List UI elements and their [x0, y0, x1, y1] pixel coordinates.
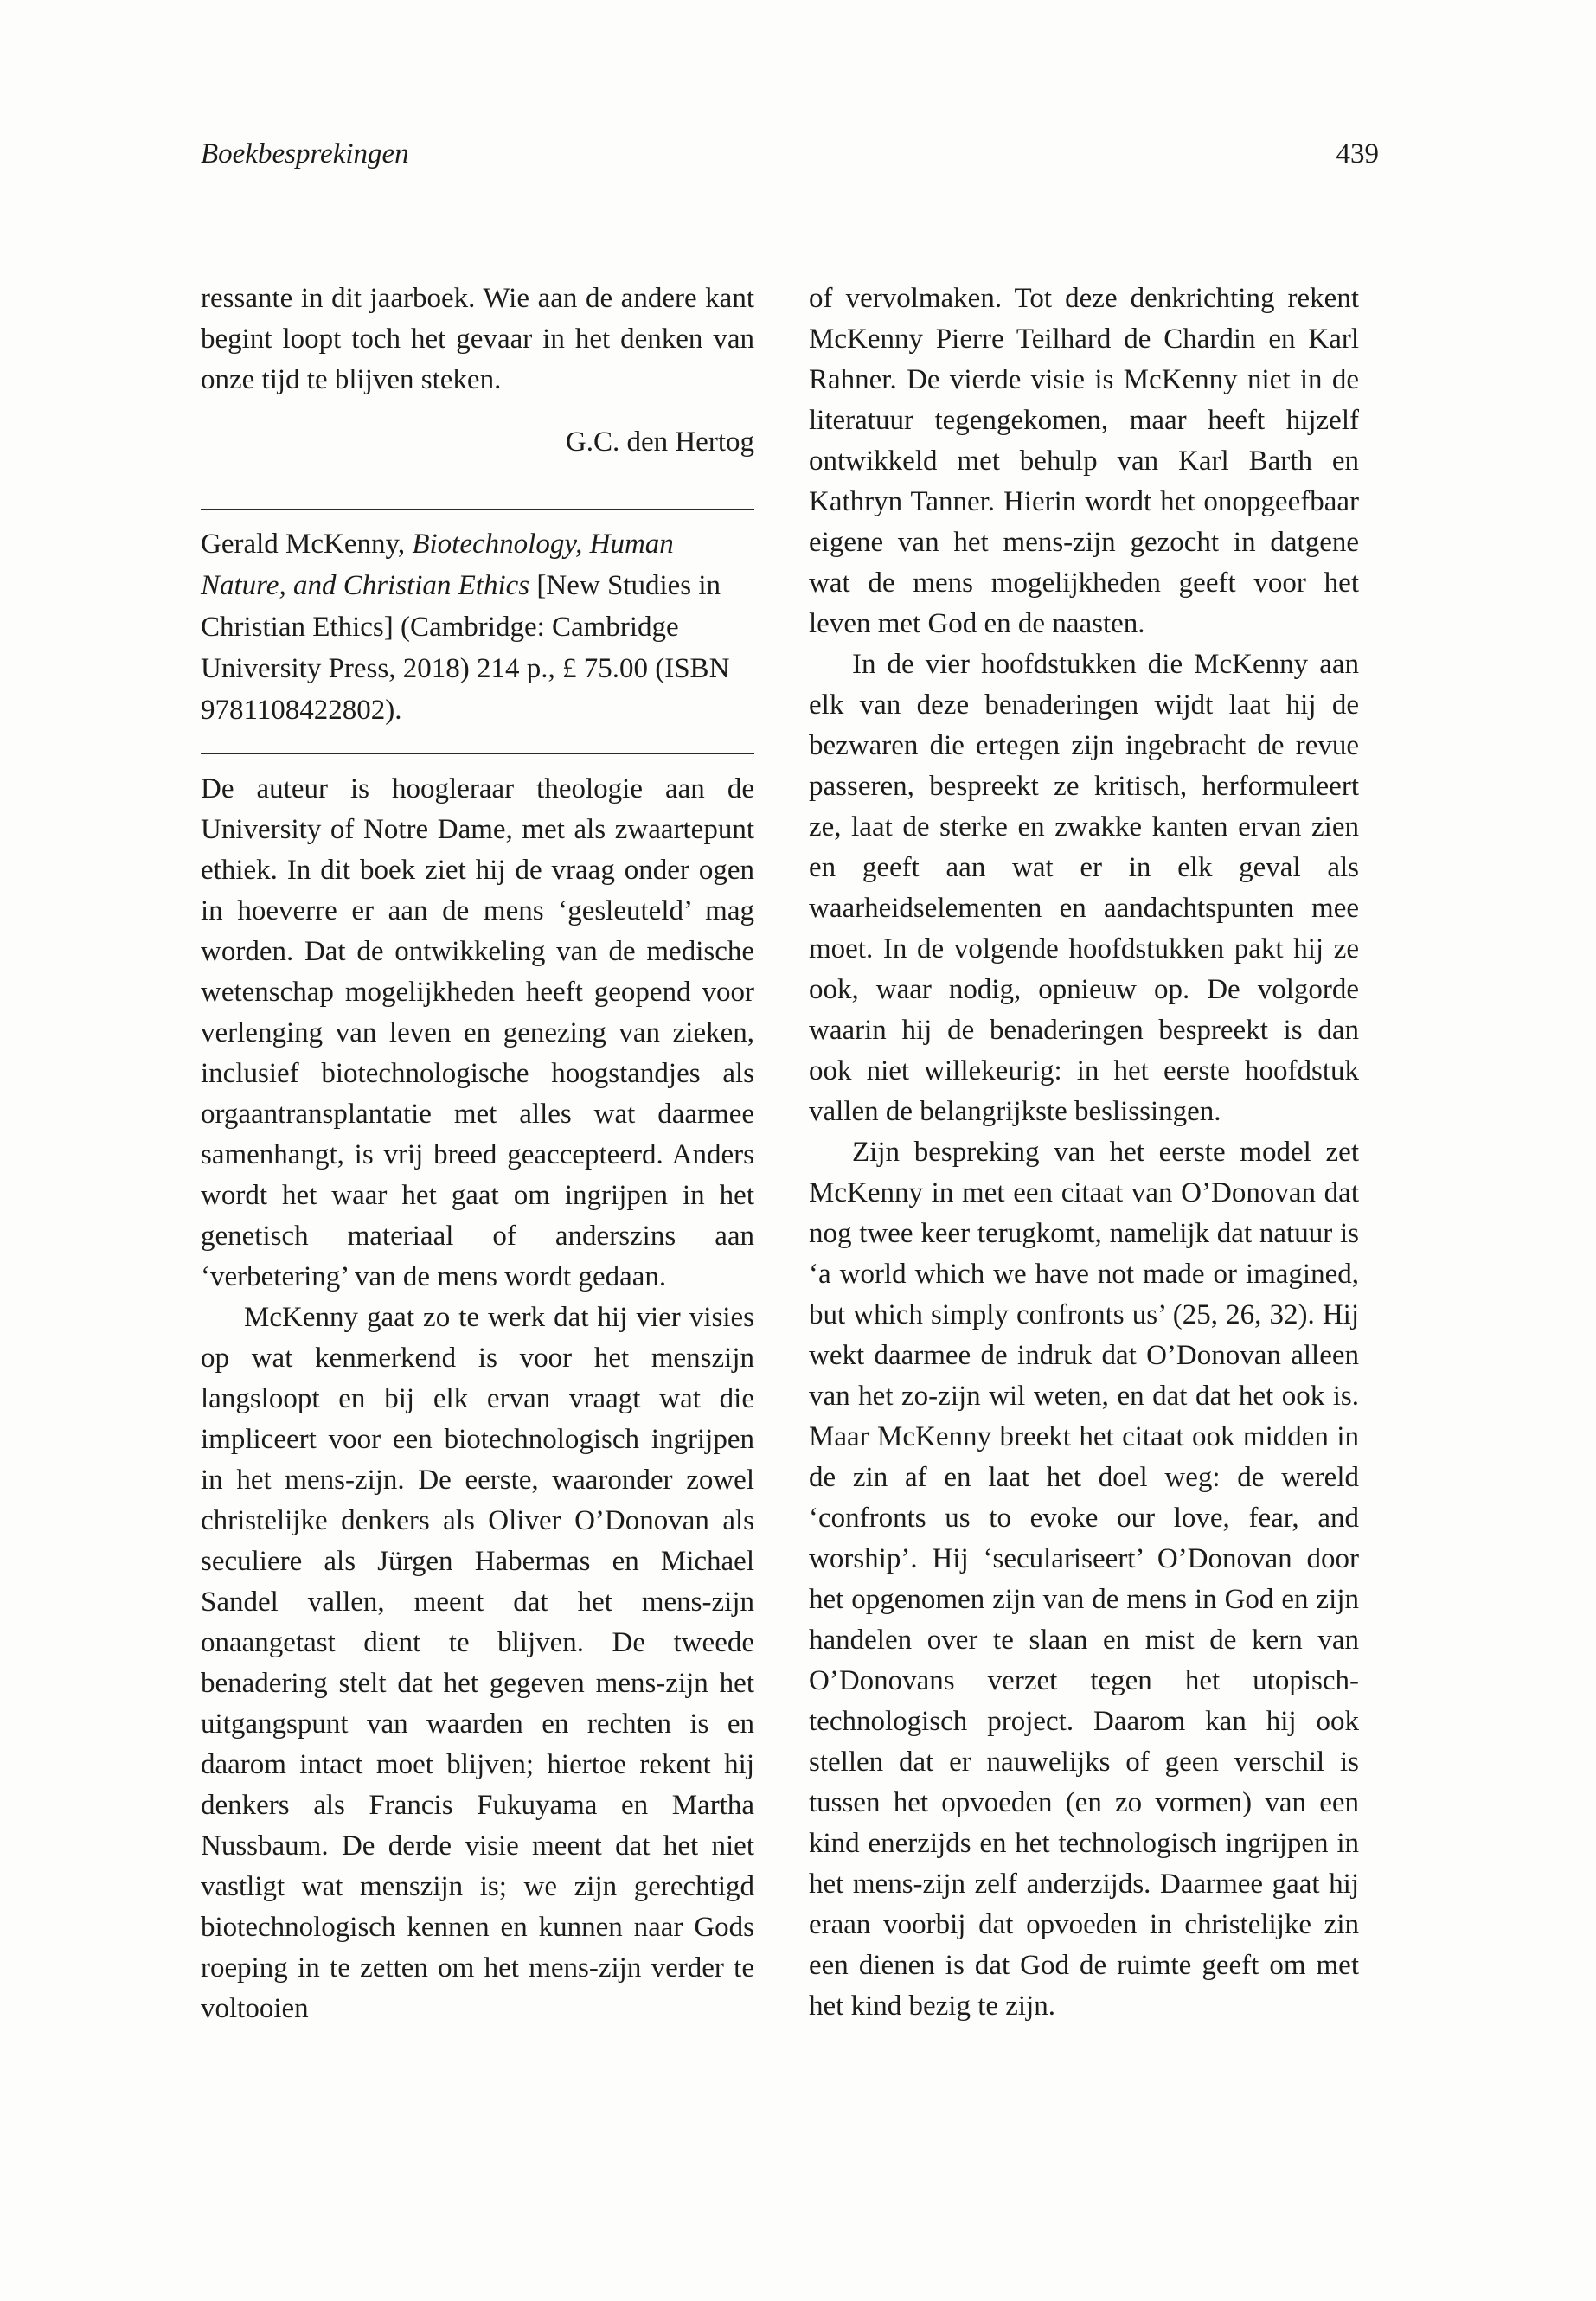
previous-review-author: G.C. den Hertog: [565, 426, 754, 458]
review-paragraph: In de vier hoofdstukken die McKenny aan elk van deze benaderingen wijdt laat hij de bezwaren die ertegen zijn ingebracht de revue passeren, bespreekt ze kritisch, herformuleert ze, laat de sterke en zwakke kanten ervan zien en geeft aan wat er in elk geval als waarheidselementen en aandachtspunten mee moet. In de volgende hoofdstukken pakt hij ze ook, waar nodig, opnieuw op. De volgorde waarin hij de benaderingen bespreekt is dan ook niet willekeurig: in het eerste hoofdstuk vallen de belangrijkste beslissingen.: [809, 649, 1359, 1127]
book-author: Gerald McKenny,: [201, 529, 406, 560]
previous-review-tail: ressante in dit jaarboek. Wie aan de andere kant begint loopt toch het gevaar in het denken van onze tijd te blijven steken.: [201, 283, 754, 395]
book-details: [New Studies in Christian Ethics] (Cambridge: Cambridge University Press, 2018) 214 p., £ 75.00 (ISBN 9781108422802).: [201, 570, 730, 726]
review-paragraph: De auteur is hoogleraar theologie aan de University of Notre Dame, met als zwaartepunt ethiek. In dit boek ziet hij de vraag onder ogen in hoeverre er aan de mens ‘gesleuteld’ mag worden. Dat de ontwikkeling van de medische wetenschap mogelijkheden heeft geopend voor verlenging van leven en genezing van zieken, inclusief biotechnologische hoogstandjes als orgaantransplantatie met alles wat daarmee samenhangt, is vrij breed geaccepteerd. Anders wordt het waar het gaat om ingrijpen in het genetisch materiaal of anderszins aan ‘verbetering’ van de mens wordt gedaan.: [201, 773, 754, 1292]
review-paragraph: Zijn bespreking van het eerste model zet McKenny in met een citaat van O’Donovan dat nog twee keer terugkomt, namelijk dat natuur is ‘a world which we have not made or imagined, but which simply confronts us’ (25, 26, 32). Hij wekt daarmee de indruk dat O’Donovan alleen van het zo-zijn wil weten, en dat dat het ook is. Maar McKenny breekt het citaat ook midden in de zin af en laat het doel weg: de wereld ‘confronts us to evoke our love, fear, and worship’. Hij ‘seculariseert’ O’Donovan door het opgenomen zijn van de mens in God en zijn handelen over te slaan en mist de kern van O’Donovans verzet tegen het utopisch-technologisch project. Daarom kan hij ook stellen dat er nauwelijks of geen verschil is tussen het opvoeden (en zo vormen) van een kind enerzijds en het technologisch ingrijpen in het mens-zijn zelf anderzijds. Daarmee gaat hij eraan voorbij dat opvoeden in christelijke zin een dienen is dat God de ruimte geeft om met het kind bezig te zijn.: [809, 1137, 1359, 2022]
right-column: [809, 279, 1359, 2027]
book-citation: [201, 523, 754, 731]
book-title: Biotechnology, Human Nature, and Christian Ethics: [201, 529, 674, 601]
running-title: Boekbesprekingen: [201, 138, 409, 170]
left-column: [201, 279, 754, 2029]
review-paragraph: of vervolmaken. Tot deze denkrichting rekent McKenny Pierre Teilhard de Chardin en Karl Rahner. De vierde visie is McKenny niet in de literatuur tegengekomen, maar heeft hijzelf ontwikkeld met behulp van Karl Barth en Kathryn Tanner. Hierin wordt het onopgeefbaar eigene van het mens-zijn gezocht in datgene wat de mens mogelijkheden geeft voor het leven met God en de naasten.: [809, 283, 1359, 639]
review-paragraph: McKenny gaat zo te werk dat hij vier visies op wat kenmerkend is voor het menszijn langsloopt en bij elk ervan vraagt wat die impliceert voor een biotechnologisch ingrijpen in het mens-zijn. De eerste, waaronder zowel christelijke denkers als Oliver O’Donovan als seculiere als Jürgen Habermas en Michael Sandel vallen, meent dat het mens-zijn onaangetast dient te blijven. De tweede benadering stelt dat het gegeven mens-zijn het uitgangspunt van waarden en rechten is en daarom intact moet blijven; hiertoe rekent hij denkers als Francis Fukuyama en Martha Nussbaum. De derde visie meent dat het niet vastligt wat menszijn is; we zijn gerechtigd biotechnologisch kennen en kunnen naar Gods roeping in te zetten om het mens-zijn verder te voltooien: [201, 1302, 754, 2024]
divider-bottom: [201, 753, 754, 754]
page-number: 439: [1336, 138, 1379, 170]
divider-top: [201, 509, 754, 510]
